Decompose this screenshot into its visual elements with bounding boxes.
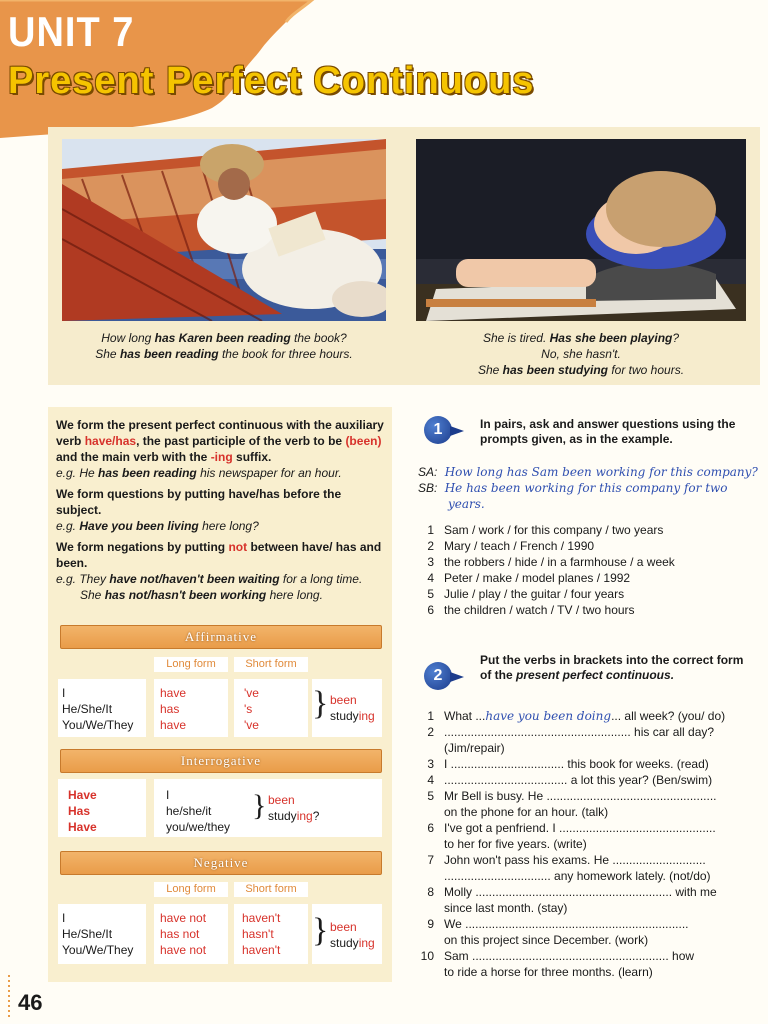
exercise-1-instruction: In pairs, ask and answer questions using the prompts given, as in the example.	[480, 417, 736, 446]
neg-subjects: I He/She/It You/We/They	[58, 904, 146, 964]
margin-dots	[8, 975, 10, 1020]
left-photo-caption: How long has Karen been reading the book? She has been reading the book for three hours.	[95, 331, 353, 361]
list-item: 1 What ...have you been doing... all week? (you/ do)	[427, 709, 726, 723]
exercise-2-instruction: Put the verbs in brackets into the correct form of the present perfect continuous.	[480, 653, 744, 682]
grammar-box	[48, 407, 392, 982]
exercise-2-list	[420, 708, 762, 980]
brace: }	[252, 789, 267, 822]
badge-tail	[450, 672, 464, 682]
aff-verb: } been studying	[312, 679, 382, 737]
aff-short: 've 's 've	[234, 679, 308, 737]
list-item: 10 Sam ........................................................... how to ride a horse for three months. (learn)	[420, 949, 695, 979]
sb-example: SB: He has been working for this company for two years.	[418, 481, 728, 511]
list-item: 6 I've got a penfriend. I ............................................... to her for five years. (write)	[427, 821, 716, 851]
rule-negations: We form negations by putting not between have/ has and been. e.g. They have not/haven't been waiting for a long time. She has not/hasn't been working here long.	[56, 540, 382, 602]
list-item: 1 Sam / work / for this company / two years	[427, 523, 664, 537]
neg-verb: } been studying	[312, 904, 382, 964]
rule-form: We form the present perfect continuous with the auxiliary verb have/has, the past participle of the verb to be (been) and the main verb with the -ing suffix. e.g. He has been reading his newspaper for an hour.	[56, 418, 384, 480]
list-item: 4 Peter / make / model planes / 1992	[427, 571, 631, 585]
exercise-1-list	[420, 522, 760, 618]
exercise-2-badge: 2	[424, 662, 452, 690]
neg-long: have not has not have not	[154, 904, 228, 964]
aff-subjects: I He/She/It You/We/They	[58, 679, 146, 737]
int-aux: Have Has Have	[58, 779, 146, 837]
rule-questions: We form questions by putting have/has before the subject. e.g. Have you been living here long?	[56, 487, 342, 533]
unit-label: UNIT 7	[8, 9, 135, 57]
grammar-rules	[56, 417, 386, 608]
affirmative-header: Affirmative	[60, 625, 382, 649]
long-form-tag: Long form	[154, 882, 228, 897]
short-form-tag: Short form	[234, 882, 308, 897]
int-rest: I he/she/it you/we/they } been studying?	[154, 779, 382, 837]
brace: }	[312, 912, 329, 949]
sa-example: SA: How long has Sam been working for this company?	[418, 465, 758, 479]
exercise-1-badge: 1	[424, 416, 452, 444]
long-form-tag: Long form	[154, 657, 228, 672]
badge-tail	[450, 426, 464, 436]
page-number: 46	[18, 990, 43, 1015]
list-item: 4 ..................................... a lot this year? (Ben/swim)	[427, 773, 713, 787]
interrogative-header: Interrogative	[60, 749, 382, 773]
right-photo-caption: She is tired. Has she been playing? No, she hasn't. She has been studying for two hours.	[477, 331, 685, 377]
page-title: Present Perfect Continuous	[8, 60, 535, 102]
list-item: 2 Mary / teach / French / 1990	[427, 539, 595, 553]
hammock-photo	[62, 139, 386, 321]
list-item: 8 Molly ........................................................... with me since last month. (stay)	[427, 885, 717, 915]
neg-short: haven't hasn't haven't	[234, 904, 308, 964]
list-item: 2 ........................................................ his car all day? (Jim/repair)	[427, 725, 715, 755]
list-item: 5 Julie / play / the guitar / four years	[427, 587, 625, 601]
brace: }	[312, 685, 329, 722]
aff-long: have has have	[154, 679, 228, 737]
list-item: 3 I .................................. this book for weeks. (read)	[427, 757, 709, 771]
list-item: 9 We ................................................................... on this project since December. (work)	[427, 917, 689, 947]
photo-panel	[48, 127, 760, 385]
list-item: 6 the children / watch / TV / two hours	[427, 603, 635, 617]
list-item: 3 the robbers / hide / in a farmhouse / a week	[427, 555, 675, 569]
list-item: 7 John won't pass his exams. He ............................ ................................ any homework lately. (not/do)	[427, 853, 711, 883]
short-form-tag: Short form	[234, 657, 308, 672]
negative-header: Negative	[60, 851, 382, 875]
sleeping-girl-photo	[416, 139, 746, 321]
list-item: 5 Mr Bell is busy. He ................................................... on the phone for an hour. (talk)	[427, 789, 717, 819]
